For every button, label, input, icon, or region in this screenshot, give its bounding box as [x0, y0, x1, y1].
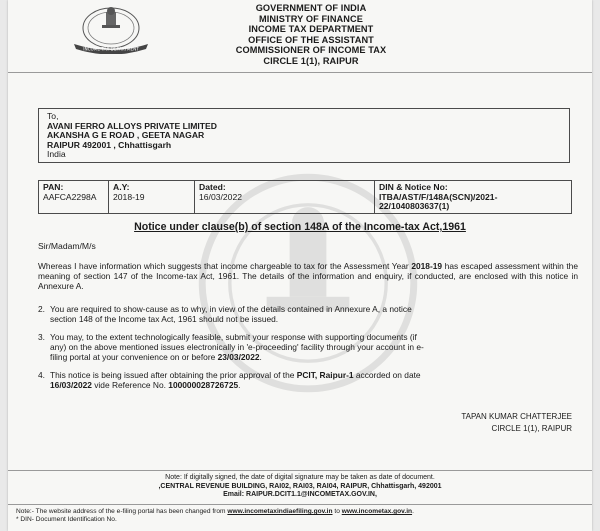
- ay-value: 2018-19: [113, 191, 145, 202]
- para-number: 3.: [38, 332, 45, 342]
- header-line: COMMISSIONER OF INCOME TAX: [235, 45, 387, 56]
- addressee-box: [38, 108, 570, 163]
- para-text: section 148 of the Income tax Act, 1961 should not be issued.: [50, 313, 279, 324]
- din-value-line: 22/1040803637(1): [379, 201, 450, 212]
- approving-authority: PCIT, Raipur-1: [296, 370, 354, 380]
- din-value-line: ITBA/AST/F/148A(SCN)/2021-: [379, 191, 498, 202]
- notice-document: [8, 0, 592, 531]
- para-text: details of the information and enquiry, if conducted, are enclosed with this notice in Annexure A.: [38, 270, 578, 291]
- din-cell: [375, 181, 571, 213]
- old-portal-link[interactable]: www.incometaxindiaefiling.gov.in: [227, 508, 333, 515]
- para-text: You are required to show-cause as to why, in view of the details contained in Annexure A, a notice: [50, 304, 412, 314]
- approval-date: 16/03/2022: [50, 379, 92, 390]
- para-text: filing portal at your convenience on or before: [50, 351, 218, 362]
- ay-label: A.Y:: [113, 182, 130, 192]
- reference-number: 100000028726725: [168, 379, 239, 390]
- assessment-year: 2018-19: [411, 261, 443, 271]
- paragraph-2: [38, 305, 578, 325]
- footer-address: ,CENTRAL REVENUE BUILDING, RAI02, RAI03, RAI04, RAIPUR, Chhattisgarh, 492001: [158, 482, 442, 490]
- pan-label: PAN:: [43, 182, 64, 192]
- new-portal-link[interactable]: www.incometax.gov.in: [341, 508, 413, 515]
- header-line: GOVERNMENT OF INDIA: [255, 3, 367, 13]
- footer-note: Note: If digitally signed, the date of digital signature may be taken as date of document.: [165, 474, 435, 481]
- paragraph-4: [38, 371, 578, 391]
- addressee-name: AVANI FERRO ALLOYS PRIVATE LIMITED: [47, 120, 217, 131]
- header-divider: [8, 72, 592, 73]
- para-number: 2.: [38, 304, 45, 314]
- para-text: Whereas I have information which suggests that income chargeable to tax for the Assessment Year: [38, 261, 409, 271]
- para-text: .: [238, 379, 241, 390]
- dated-value: 16/03/2022: [199, 191, 243, 202]
- footnote-text: Note:- The website address of the e-filing portal has been changed from: [16, 508, 228, 515]
- dated-cell: [195, 181, 375, 213]
- notes-divider: [8, 504, 592, 505]
- dated-label: Dated:: [199, 182, 226, 192]
- para-text: vide Reference No.: [91, 379, 169, 390]
- footer-email: Email: RAIPUR.DCIT1.1@INCOMETAX.GOV.IN,: [223, 491, 377, 499]
- footnote-text: to: [332, 508, 342, 515]
- din-label: DIN & Notice No:: [379, 182, 448, 192]
- address-line: AKANSHA G E ROAD , GEETA NAGAR: [47, 130, 205, 141]
- din-footnote: * DIN- Document Identification No.: [16, 516, 117, 524]
- footer: [8, 474, 592, 500]
- para-text: any) on the above mentioned issues electronically in 'e-proceeding' facility through your account in e-: [50, 341, 424, 352]
- paragraph-3: [38, 333, 578, 362]
- header-line: OFFICE OF THE ASSISTANT: [248, 34, 374, 45]
- pan-cell: [39, 181, 109, 213]
- footnotes: [16, 508, 414, 525]
- pan-value: AAFCA2298A: [43, 191, 97, 202]
- notice-info-table: [38, 180, 572, 214]
- income-tax-emblem-icon: [66, 4, 156, 54]
- footer-divider: [8, 470, 592, 471]
- signatory-name: TAPAN KUMAR CHATTERJEE: [461, 412, 572, 421]
- address-country: India: [47, 149, 66, 160]
- header-line: MINISTRY OF FINANCE: [259, 13, 363, 24]
- footnote-text: .: [412, 508, 414, 515]
- office-header: [226, 3, 396, 67]
- paragraph-1: [38, 262, 578, 291]
- para-text: This notice is being issued after obtaining the prior approval of the: [50, 370, 297, 380]
- para-text: .: [259, 351, 262, 362]
- svg-text:INCOME TAX DEPARTMENT: INCOME TAX DEPARTMENT: [83, 46, 139, 52]
- para-text: You may, to the extent technologically feasible, submit your response with supporting documents (if: [50, 332, 417, 342]
- header-line: CIRCLE 1(1), RAIPUR: [263, 55, 359, 66]
- para-text: accorded on date: [353, 370, 421, 380]
- address-line: RAIPUR 492001 , Chhattisgarh: [47, 139, 172, 150]
- para-number: 4.: [38, 370, 45, 380]
- para-text: has escaped assessment within the meaning of section 147 of the Income-tax Act, 1961. The: [38, 261, 579, 281]
- response-due-date: 23/03/2022: [217, 351, 260, 362]
- salutation: Sir/Madam/M/s: [38, 241, 96, 251]
- to-label: To,: [47, 111, 59, 121]
- notice-title: Notice under clause(b) of section 148A of the Income-tax Act,1961: [134, 221, 466, 233]
- signatory-office: CIRCLE 1(1), RAIPUR: [491, 424, 572, 433]
- header-line: INCOME TAX DEPARTMENT: [248, 24, 374, 35]
- ay-cell: [109, 181, 195, 213]
